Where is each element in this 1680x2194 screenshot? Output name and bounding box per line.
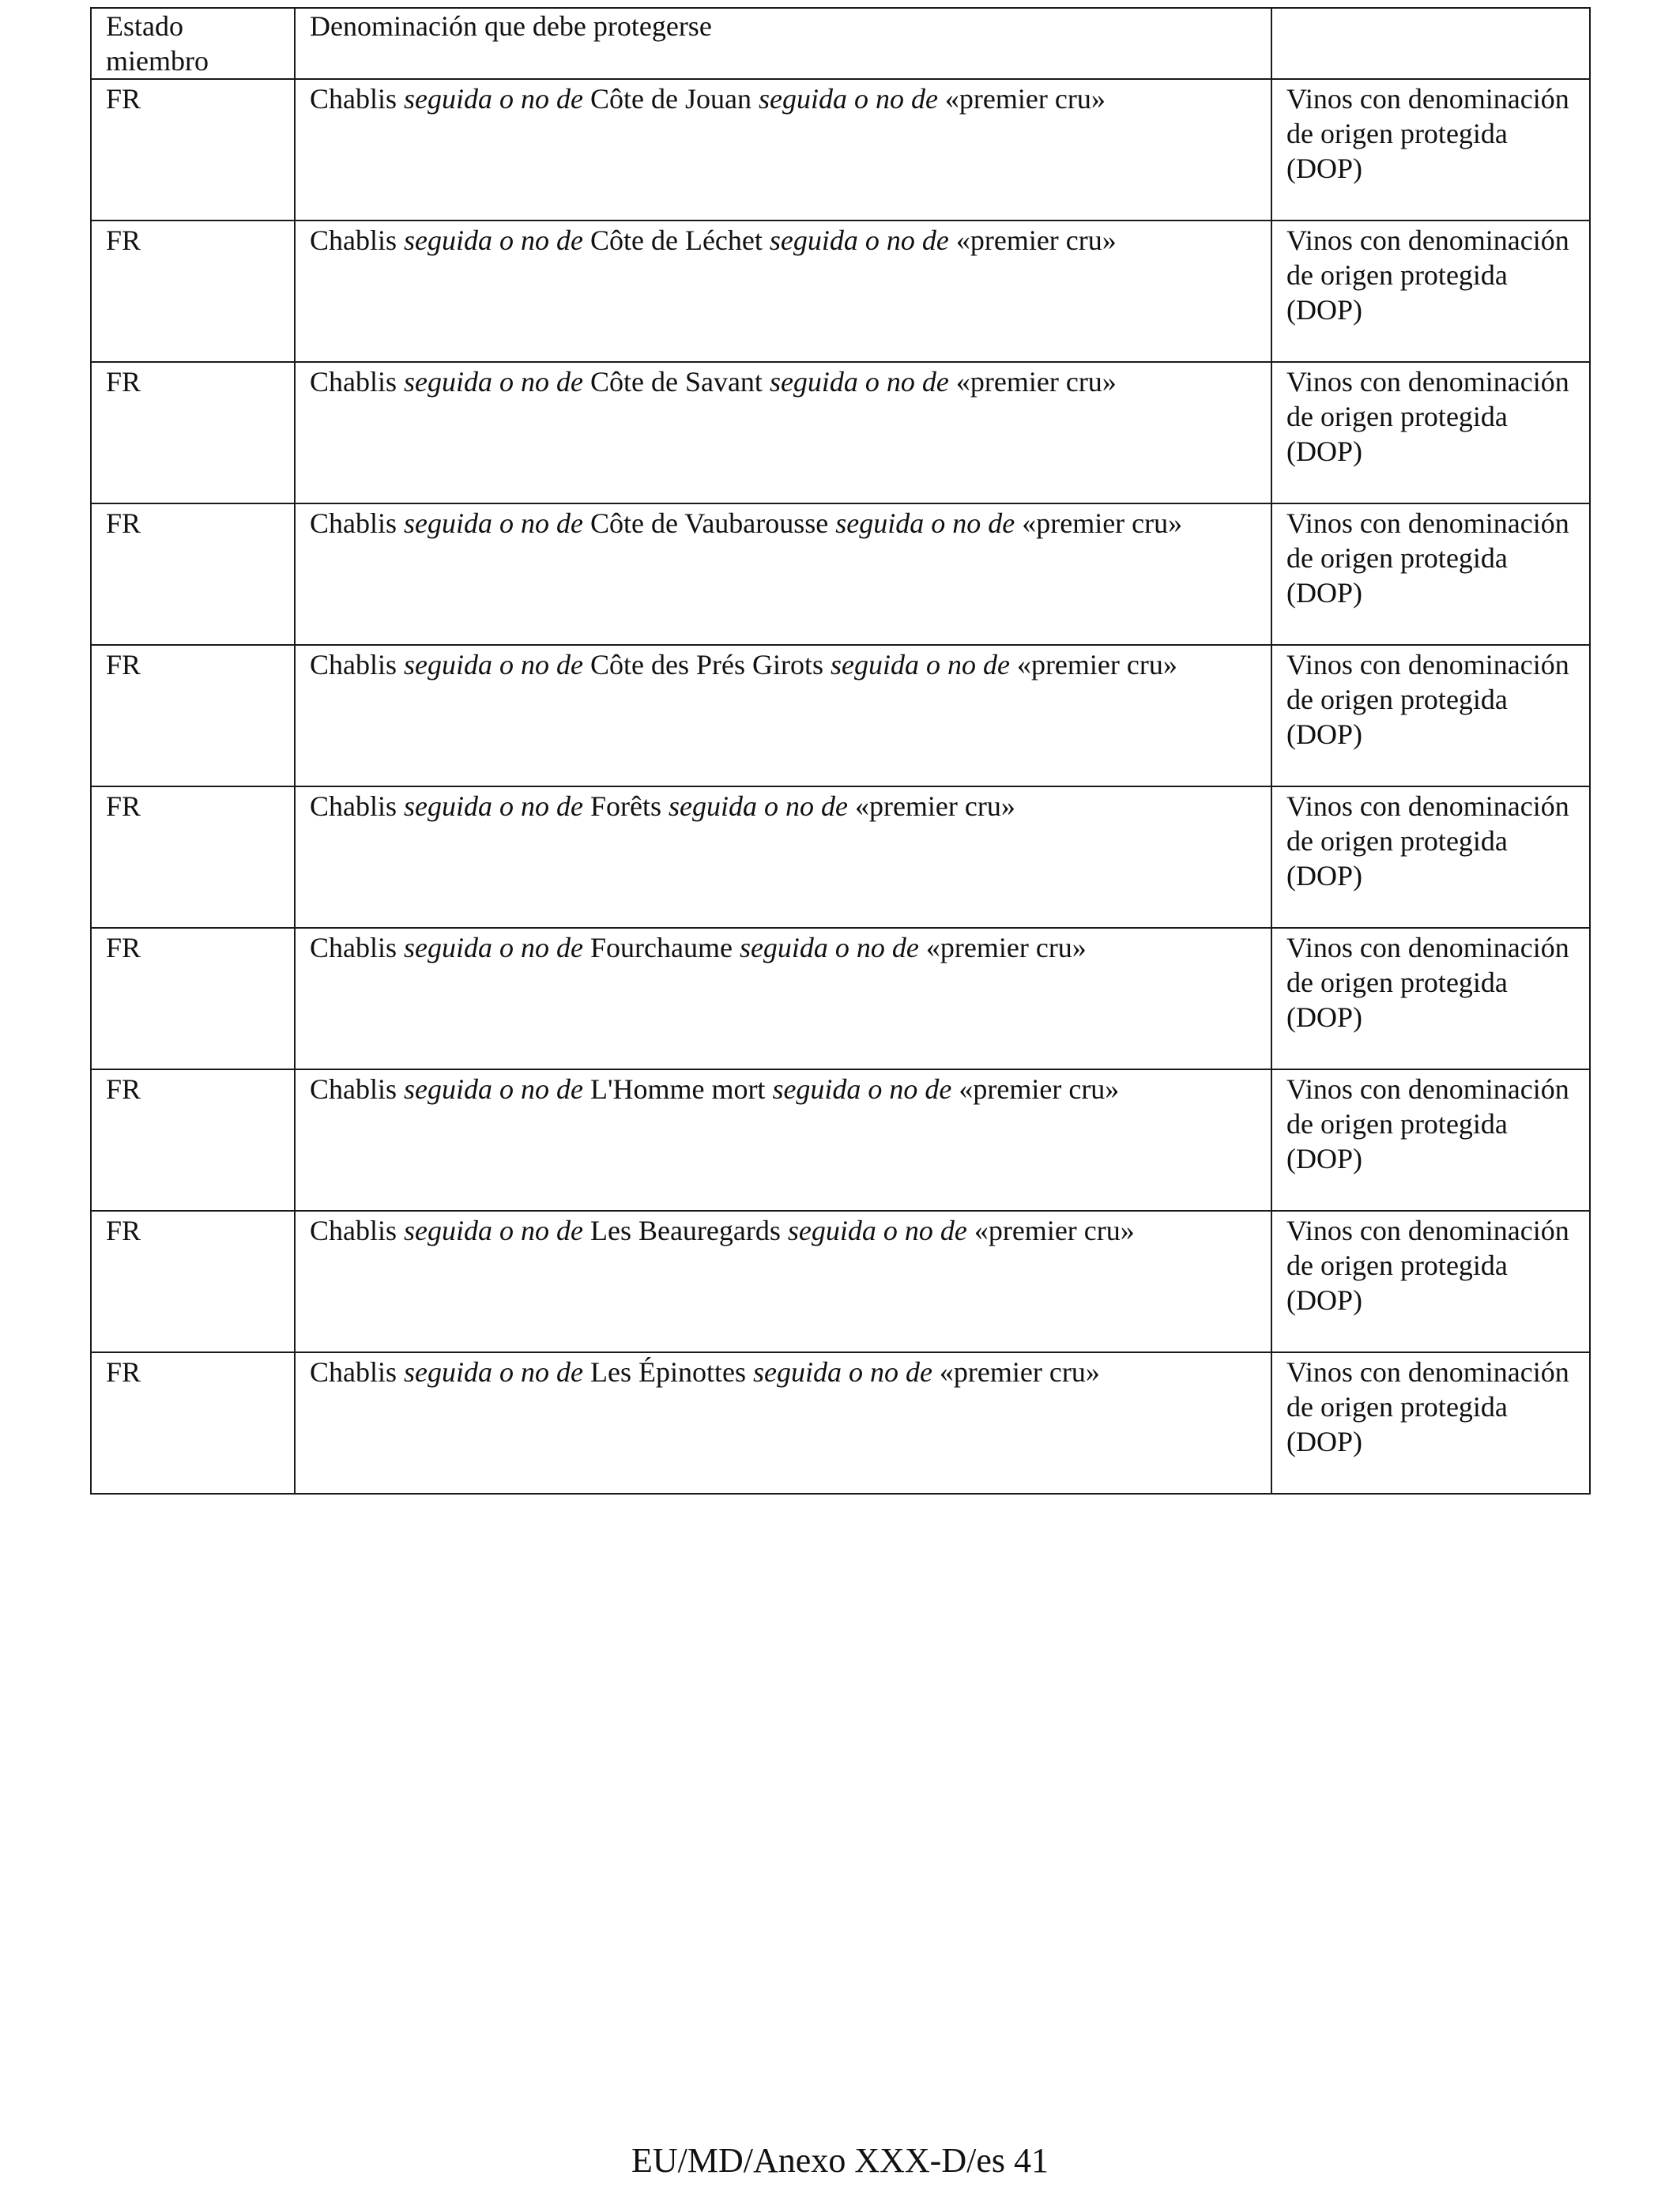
name-suffix: «premier cru» [939, 1356, 1100, 1388]
cell-category: Vinos con denominación de origen protegida (DOP) [1271, 645, 1590, 786]
cell-member-state: FR [91, 79, 295, 221]
name-prefix: Chablis [310, 1215, 397, 1246]
name-prefix: Chablis [310, 790, 397, 822]
name-suffix: «premier cru» [1016, 649, 1177, 680]
name-prefix: Chablis [310, 83, 397, 115]
cell-protected-name [295, 786, 1271, 928]
name-prefix: Chablis [310, 932, 397, 963]
cell-member-state: FR [91, 1211, 295, 1352]
name-prefix: Chablis [310, 1073, 397, 1105]
table-row [91, 503, 1590, 645]
place-name: Côte de Léchet [590, 224, 763, 256]
cell-member-state: FR [91, 645, 295, 786]
connector-text: seguida o no de [404, 83, 583, 115]
header-category [1271, 8, 1590, 79]
name-suffix: «premier cru» [955, 366, 1117, 398]
cell-member-state: FR [91, 362, 295, 503]
cell-member-state: FR [91, 503, 295, 645]
table-row [91, 645, 1590, 786]
connector-text: seguida o no de [772, 1073, 952, 1105]
cell-protected-name [295, 503, 1271, 645]
cell-protected-name [295, 645, 1271, 786]
connector-text: seguida o no de [752, 1356, 932, 1388]
cell-protected-name [295, 928, 1271, 1069]
cell-category: Vinos con denominación de origen protegida (DOP) [1271, 1352, 1590, 1494]
page-footer-reference: EU/MD/Anexo XXX-D/es 41 [631, 2141, 1049, 2180]
cell-protected-name [295, 221, 1271, 362]
place-name: Forêts [590, 790, 661, 822]
connector-text: seguida o no de [739, 932, 919, 963]
place-name: Côte de Vaubarousse [590, 507, 829, 539]
cell-category: Vinos con denominación de origen protegida (DOP) [1271, 786, 1590, 928]
cell-category: Vinos con denominación de origen protegida (DOP) [1271, 1211, 1590, 1352]
name-suffix: «premier cru» [959, 1073, 1120, 1105]
connector-text: seguida o no de [404, 1215, 583, 1246]
header-protected-name: Denominación que debe protegerse [295, 8, 1271, 79]
table-row [91, 928, 1590, 1069]
connector-text: seguida o no de [787, 1215, 967, 1246]
cell-category: Vinos con denominación de origen protegida (DOP) [1271, 79, 1590, 221]
cell-member-state: FR [91, 1352, 295, 1494]
cell-category: Vinos con denominación de origen protegida (DOP) [1271, 221, 1590, 362]
header-member-state: Estado miembro [91, 8, 295, 79]
place-name: Les Beauregards [590, 1215, 781, 1246]
connector-text: seguida o no de [668, 790, 848, 822]
table-row [91, 1069, 1590, 1211]
protected-names-table [90, 7, 1591, 1495]
connector-text: seguida o no de [758, 83, 938, 115]
name-suffix: «premier cru» [944, 83, 1106, 115]
connector-text: seguida o no de [404, 224, 583, 256]
name-suffix: «premier cru» [955, 224, 1117, 256]
table-row [91, 1352, 1590, 1494]
cell-category: Vinos con denominación de origen protegida (DOP) [1271, 503, 1590, 645]
connector-text: seguida o no de [404, 932, 583, 963]
place-name: L'Homme mort [590, 1073, 766, 1105]
connector-text: seguida o no de [404, 366, 583, 398]
table-row [91, 221, 1590, 362]
cell-member-state: FR [91, 786, 295, 928]
place-name: Fourchaume [590, 932, 733, 963]
table-row [91, 1211, 1590, 1352]
cell-member-state: FR [91, 221, 295, 362]
place-name: Côte de Savant [590, 366, 763, 398]
place-name: Côte des Prés Girots [590, 649, 823, 680]
cell-protected-name [295, 79, 1271, 221]
cell-protected-name [295, 1352, 1271, 1494]
connector-text: seguida o no de [404, 1073, 583, 1105]
connector-text: seguida o no de [830, 649, 1010, 680]
cell-protected-name [295, 362, 1271, 503]
cell-category: Vinos con denominación de origen protegida (DOP) [1271, 362, 1590, 503]
connector-text: seguida o no de [404, 649, 583, 680]
name-suffix: «premier cru» [925, 932, 1087, 963]
name-prefix: Chablis [310, 1356, 397, 1388]
name-prefix: Chablis [310, 507, 397, 539]
table-row [91, 362, 1590, 503]
place-name: Les Épinottes [590, 1356, 746, 1388]
cell-protected-name [295, 1069, 1271, 1211]
cell-protected-name [295, 1211, 1271, 1352]
connector-text: seguida o no de [404, 790, 583, 822]
connector-text: seguida o no de [769, 224, 949, 256]
place-name: Côte de Jouan [590, 83, 751, 115]
connector-text: seguida o no de [835, 507, 1015, 539]
name-prefix: Chablis [310, 649, 397, 680]
connector-text: seguida o no de [769, 366, 949, 398]
name-prefix: Chablis [310, 366, 397, 398]
connector-text: seguida o no de [404, 507, 583, 539]
table-row [91, 79, 1590, 221]
table-row [91, 786, 1590, 928]
name-suffix: «premier cru» [974, 1215, 1135, 1246]
name-prefix: Chablis [310, 224, 397, 256]
cell-member-state: FR [91, 928, 295, 1069]
cell-category: Vinos con denominación de origen protegida (DOP) [1271, 928, 1590, 1069]
cell-member-state: FR [91, 1069, 295, 1211]
name-suffix: «premier cru» [854, 790, 1015, 822]
name-suffix: «premier cru» [1022, 507, 1183, 539]
table-header-row [91, 8, 1590, 79]
table-body [91, 79, 1590, 1494]
cell-category: Vinos con denominación de origen protegida (DOP) [1271, 1069, 1590, 1211]
connector-text: seguida o no de [404, 1356, 583, 1388]
